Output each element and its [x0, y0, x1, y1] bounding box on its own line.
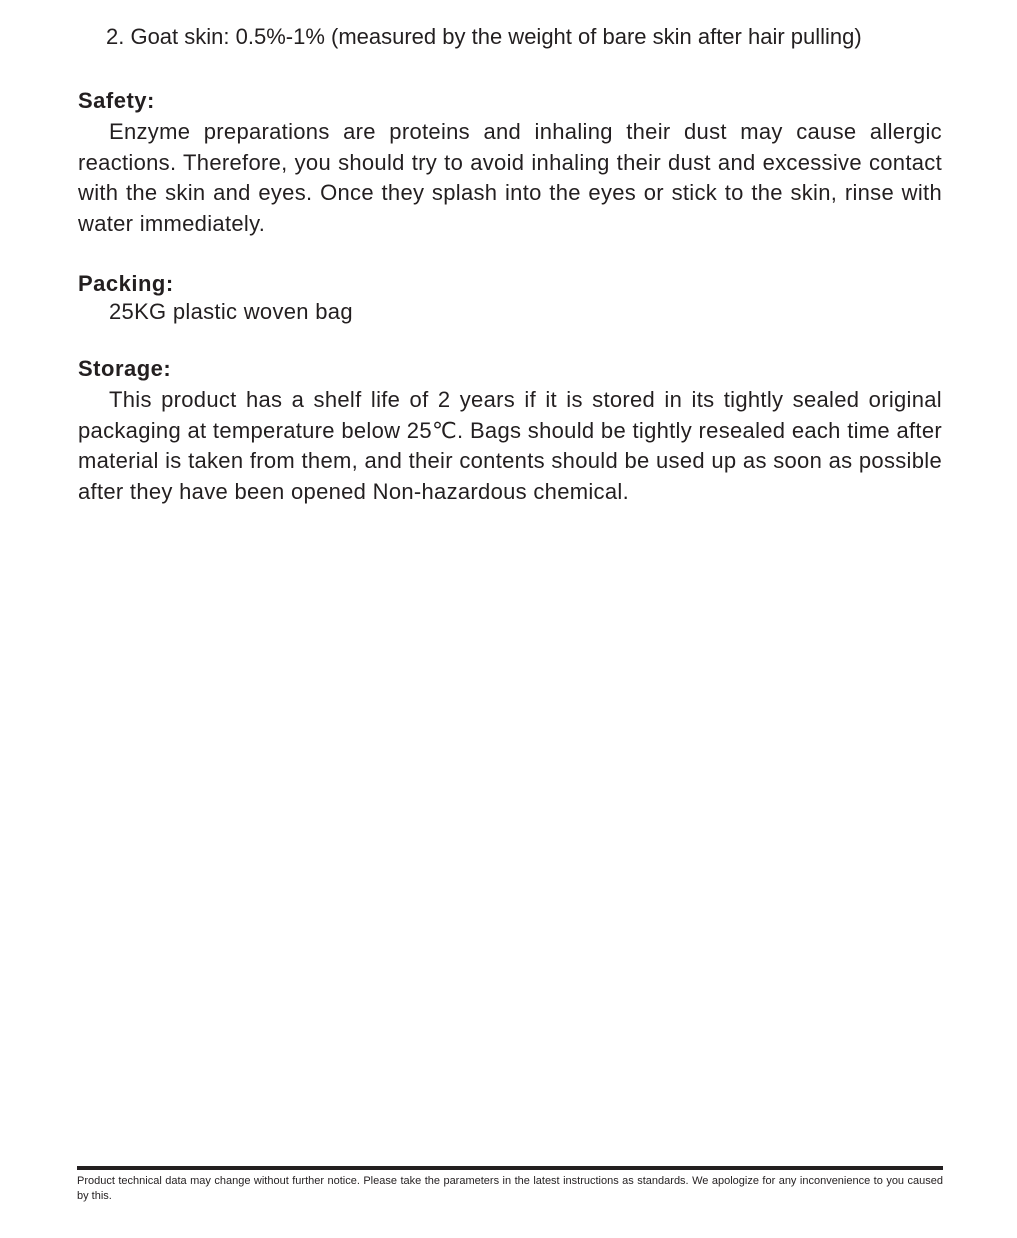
packing-paragraph: 25KG plastic woven bag	[109, 299, 353, 324]
packing-heading: Packing:	[78, 271, 174, 296]
footer-divider	[77, 1166, 943, 1170]
safety-paragraph: Enzyme preparations are proteins and inhaling their dust may cause allergic reactions. Therefore, you should try to avoid inhaling their dust and excessive contact with the skin and eyes. Once they splash into the eyes or stick to the skin, rinse with water immediately.	[78, 119, 942, 236]
safety-heading: Safety:	[78, 88, 155, 113]
storage-paragraph: This product has a shelf life of 2 years if it is stored in its tightly sealed original packaging at temperature below 25℃. Bags should be tightly resealed each time after material is taken from them, and their contents should be used up as soon as possible after they have been opened Non-hazardous chemical.	[78, 387, 942, 504]
storage-heading: Storage:	[78, 356, 172, 381]
footer-disclaimer: Product technical data may change without further notice. Please take the parameters in the latest instructions as standards. We apologize for any inconvenience to you caused by this.	[77, 1175, 943, 1202]
goat-skin-dosage-item: 2. Goat skin: 0.5%-1% (measured by the weight of bare skin after hair pulling)	[106, 24, 862, 49]
